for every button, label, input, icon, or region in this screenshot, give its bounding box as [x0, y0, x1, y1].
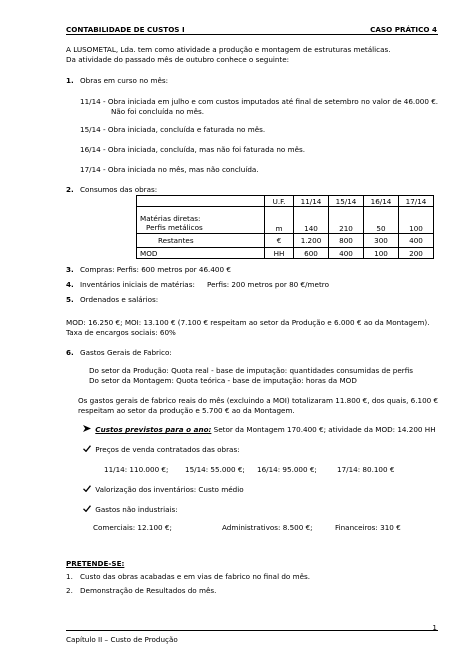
table-cell: 800	[329, 234, 364, 248]
s6-number: 6.	[66, 348, 74, 357]
gasto-financeiros: Financeiros: 310 €	[335, 523, 401, 532]
table-cell: 17/14	[399, 196, 434, 207]
s1-item-3: 16/14 - Obra iniciada, concluída, mas não foi faturada no mês.	[80, 145, 306, 154]
s6-setor-producao: Do setor da Produção: Quota real - base de imputação: quantidades consumidas de perfis	[89, 366, 414, 375]
table-cell	[137, 196, 265, 207]
preco-15-14: 15/14: 55.000 €;	[185, 465, 245, 474]
table-cell: 400	[329, 248, 364, 259]
pretende-item-2: Demonstração de Resultados do mês.	[80, 586, 217, 595]
checkmark-icon	[83, 505, 93, 514]
table-cell: 100	[364, 248, 399, 259]
gasto-comerciais: Comerciais: 12.100 €;	[93, 523, 172, 532]
s4-number: 4.	[66, 280, 74, 289]
table-cell: HH	[265, 248, 294, 259]
table-cell: 140	[294, 207, 329, 234]
s5-line-1: MOD: 16.250 €; MOI: 13.100 € (7.100 € respeitam ao setor da Produção e 6.000 € ao da Montagem).	[66, 318, 430, 327]
pretende-title: PRETENDE-SE:	[66, 559, 125, 568]
intro-line-2: Da atividade do passado mês de outubro conhece o seguinte:	[66, 55, 290, 64]
table-cell: MOD	[137, 248, 265, 259]
table-cell: 400	[399, 234, 434, 248]
table-cell: €	[265, 234, 294, 248]
valorizacao-line	[83, 485, 244, 494]
arrow-bullet-icon	[83, 425, 93, 434]
table-row	[137, 207, 434, 234]
s1-item-1-cont: Não foi concluída no mês.	[111, 107, 205, 116]
precos-title-line	[83, 445, 240, 454]
previstos-text: Setor da Montagem 170.400 €; atividade da MOD: 14.200 HH	[211, 425, 436, 434]
table-cell: 200	[399, 248, 434, 259]
table-cell: 100	[399, 207, 434, 234]
s6-title: Gastos Gerais de Fabrico:	[80, 348, 172, 357]
gastos-title-line	[83, 505, 178, 514]
s1-number: 1.	[66, 76, 74, 85]
s6-reais-line-1: Os gastos gerais de fabrico reais do mês (excluindo a MOI) totalizaram 11.800 €, dos quais, 6.100 €	[78, 396, 439, 405]
s1-title: Obras em curso no mês:	[80, 76, 169, 85]
s4-text: Inventários iniciais de matérias:	[80, 280, 195, 289]
footer-rule	[66, 630, 438, 631]
header-rule	[66, 34, 438, 35]
s5-number: 5.	[66, 295, 74, 304]
table-cell: 300	[364, 234, 399, 248]
table-cell: 11/14	[294, 196, 329, 207]
s6-setor-montagem: Do setor da Montagem: Quota teórica - base de imputação: horas da MOD	[89, 376, 357, 385]
table-cell	[137, 207, 265, 234]
page-number: 1	[432, 623, 437, 632]
table-cell: 210	[329, 207, 364, 234]
pretende-item-1: Custo das obras acabadas e em vias de fabrico no final do mês.	[80, 572, 311, 581]
header-case: CASO PRÁTICO 4	[370, 25, 437, 34]
s5-title: Ordenados e salários:	[80, 295, 159, 304]
checkmark-icon	[83, 445, 93, 454]
s2-number: 2.	[66, 185, 74, 194]
valorizacao-text: Valorização dos inventários: Custo médio	[95, 485, 244, 494]
preco-11-14: 11/14: 110.000 €;	[104, 465, 169, 474]
table-cell: Restantes	[137, 234, 265, 248]
md-label: Matérias diretas:	[140, 214, 201, 223]
intro-line-1: A LUSOMETAL, Lda. tem como atividade a produção e montagem de estruturas metálicas.	[66, 45, 391, 54]
gastos-title: Gastos não industriais:	[95, 505, 178, 514]
s1-item-1: 11/14 - Obra iniciada em julho e com custos imputados até final de setembro no valor de 46.000 €.	[80, 97, 439, 106]
precos-title: Preços de venda contratados das obras:	[95, 445, 240, 454]
table-row	[137, 248, 434, 259]
previstos-line	[83, 425, 436, 434]
s5-line-2: Taxa de encargos sociais: 60%	[66, 328, 176, 337]
gasto-administrativos: Administrativos: 8.500 €;	[222, 523, 313, 532]
footer-chapter: Capítulo II – Custo de Produção	[66, 635, 178, 644]
table-cell: m	[265, 207, 294, 234]
table-cell: 600	[294, 248, 329, 259]
table-header-row	[137, 196, 434, 207]
s3-number: 3.	[66, 265, 74, 274]
table-cell: U.F.	[265, 196, 294, 207]
consumption-table	[136, 195, 434, 259]
header-title: CONTABILIDADE DE CUSTOS I	[66, 25, 185, 34]
table-cell: 15/14	[329, 196, 364, 207]
table-cell: 1.200	[294, 234, 329, 248]
table-row	[137, 234, 434, 248]
pretende-number-2: 2.	[66, 586, 73, 595]
checkmark-icon	[83, 485, 93, 494]
s2-title: Consumos das obras:	[80, 185, 158, 194]
table-cell: 50	[364, 207, 399, 234]
preco-16-14: 16/14: 95.000 €;	[257, 465, 317, 474]
previstos-label: Custos previstos para o ano:	[95, 425, 212, 434]
s1-item-2: 15/14 - Obra iniciada, concluída e faturada no mês.	[80, 125, 266, 134]
s6-reais-line-2: respeitam ao setor da produção e 5.700 € ao da Montagem.	[78, 406, 295, 415]
s1-item-4: 17/14 - Obra iniciada no mês, mas não concluída.	[80, 165, 259, 174]
perfis-label: Perfis metálicos	[146, 223, 203, 232]
s4-value: Perfis: 200 metros por 80 €/metro	[207, 280, 329, 289]
table-cell: 16/14	[364, 196, 399, 207]
preco-17-14: 17/14: 80.100 €	[337, 465, 395, 474]
s3-text: Compras: Perfis: 600 metros por 46.400 €	[80, 265, 231, 274]
pretende-number-1: 1.	[66, 572, 73, 581]
